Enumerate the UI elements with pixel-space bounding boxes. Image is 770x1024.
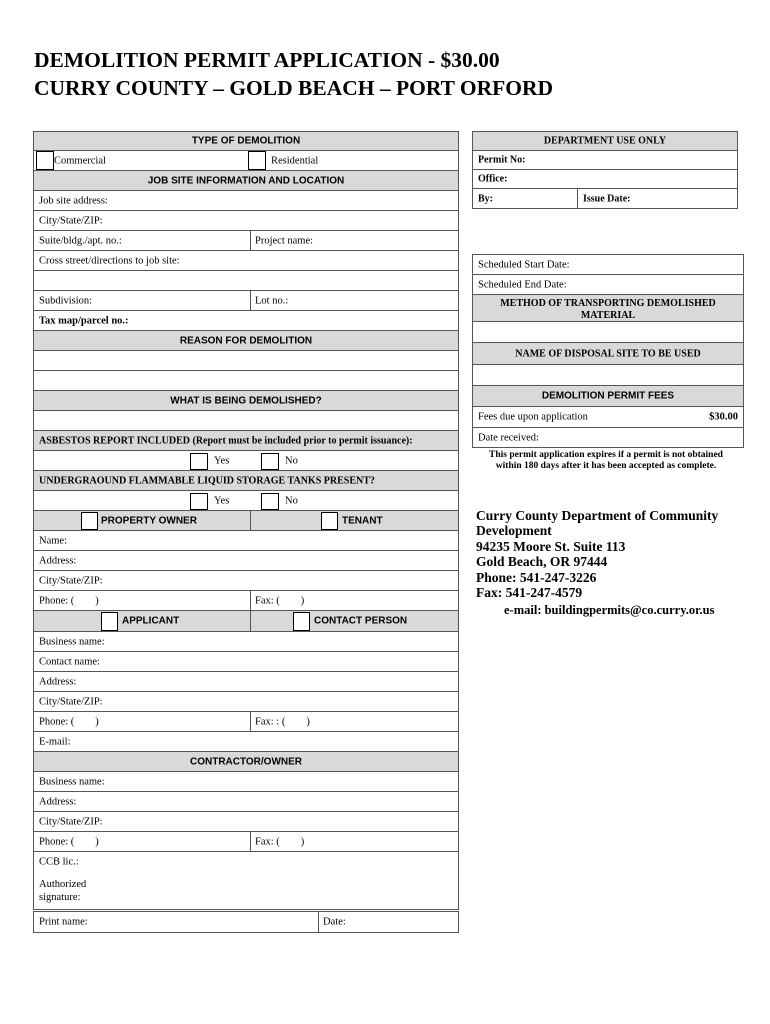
section-heading: WHAT IS BEING DEMOLISHED? bbox=[170, 395, 322, 406]
contractor-phone-label: Phone: ( ) bbox=[39, 836, 99, 847]
contractor-address-field[interactable] bbox=[33, 791, 459, 812]
field-label: Contact name: bbox=[39, 656, 100, 667]
field-label: CCB lic.: bbox=[39, 856, 79, 867]
fees-due-row bbox=[472, 406, 744, 428]
field-label: Scheduled Start Date: bbox=[478, 259, 570, 270]
contact-line-6: Fax: 541-247-4579 bbox=[476, 585, 583, 600]
field-label: Permit No: bbox=[478, 154, 526, 166]
owner-phone-label: Phone: ( ) bbox=[39, 595, 99, 606]
commercial-checkbox[interactable] bbox=[36, 151, 54, 170]
disposal-site-line[interactable] bbox=[472, 364, 744, 386]
field-label: Business name: bbox=[39, 776, 105, 787]
owner-name-field[interactable] bbox=[33, 530, 459, 551]
section-heading: JOB SITE INFORMATION AND LOCATION bbox=[147, 175, 345, 186]
type-of-demolition-header bbox=[33, 131, 459, 151]
section-heading: TYPE OF DEMOLITION bbox=[191, 135, 301, 147]
owner-tenant-header bbox=[33, 510, 459, 531]
contact-person-checkbox[interactable] bbox=[293, 612, 310, 631]
cross-street-blank-line[interactable] bbox=[33, 270, 459, 291]
field-label: Address: bbox=[39, 796, 77, 807]
field-label: E-mail: bbox=[39, 736, 71, 747]
scheduled-end-field[interactable] bbox=[472, 274, 744, 295]
contractor-header bbox=[33, 751, 459, 772]
scheduled-start-field[interactable] bbox=[472, 254, 744, 275]
residential-label: Residential bbox=[271, 155, 319, 166]
section-heading: CONTRACTOR/OWNER bbox=[189, 756, 303, 767]
date-label: Date: bbox=[323, 916, 346, 928]
contact-line-1: Curry County Department of Community bbox=[476, 508, 719, 523]
page-title-line2: CURRY COUNTY – GOLD BEACH – PORT ORFORD bbox=[34, 76, 554, 100]
transport-method-header bbox=[472, 294, 744, 322]
section-heading: DEPARTMENT USE ONLY bbox=[543, 135, 667, 147]
field-label: Office: bbox=[478, 173, 508, 185]
tanks-header bbox=[33, 470, 459, 491]
applicant-address-field[interactable] bbox=[33, 671, 459, 692]
field-label: Scheduled End Date: bbox=[478, 279, 567, 290]
owner-address-field[interactable] bbox=[33, 550, 459, 571]
permit-no-field[interactable] bbox=[472, 150, 738, 170]
job-site-address-field[interactable] bbox=[33, 190, 459, 211]
contractor-fax-label: Fax: ( ) bbox=[255, 836, 305, 847]
section-heading: DEMOLITION PERMIT FEES bbox=[541, 390, 675, 402]
applicant-contact-header bbox=[33, 610, 459, 632]
transport-heading-line1: METHOD OF TRANSPORTING DEMOLISHED bbox=[500, 298, 716, 309]
field-label: City/State/ZIP: bbox=[39, 816, 103, 827]
owner-fax-label: Fax: ( ) bbox=[255, 595, 305, 606]
reason-line-1[interactable] bbox=[33, 350, 459, 371]
transport-method-line[interactable] bbox=[472, 321, 744, 343]
applicant-phone-fax-row bbox=[33, 711, 459, 732]
field-label: Date received: bbox=[478, 432, 539, 443]
tanks-yes-label: Yes bbox=[214, 495, 230, 506]
demolition-type-row bbox=[33, 150, 459, 171]
fees-amount: $30.00 bbox=[709, 411, 738, 423]
reason-line-2[interactable] bbox=[33, 370, 459, 391]
tenant-label: TENANT bbox=[342, 515, 383, 526]
office-field[interactable] bbox=[472, 169, 738, 189]
owner-city-field[interactable] bbox=[33, 570, 459, 591]
field-label: City/State/ZIP: bbox=[39, 215, 103, 226]
asbestos-yes-label: Yes bbox=[214, 455, 230, 466]
section-heading: REASON FOR DEMOLITION bbox=[179, 335, 313, 346]
tanks-no-checkbox[interactable] bbox=[261, 493, 279, 510]
department-use-header bbox=[472, 131, 738, 151]
contact-line-5: Phone: 541-247-3226 bbox=[476, 570, 597, 585]
applicant-contact-field[interactable] bbox=[33, 651, 459, 672]
commercial-label: Commercial bbox=[54, 155, 106, 166]
applicant-fax-label: Fax: : ( ) bbox=[255, 716, 310, 727]
field-label: Cross street/directions to job site: bbox=[39, 255, 180, 266]
tenant-checkbox[interactable] bbox=[321, 512, 338, 530]
field-label: Tax map/parcel no.: bbox=[39, 315, 129, 326]
residential-checkbox[interactable] bbox=[248, 151, 266, 170]
contact-person-label: CONTACT PERSON bbox=[314, 615, 408, 627]
asbestos-no-label: No bbox=[285, 455, 298, 466]
asbestos-no-checkbox[interactable] bbox=[261, 453, 279, 470]
print-name-label: Print name: bbox=[39, 916, 88, 928]
fees-header bbox=[472, 385, 744, 407]
reason-header bbox=[33, 330, 459, 351]
owner-phone-fax-row bbox=[33, 590, 459, 611]
contact-line-3: 94235 Moore St. Suite 113 bbox=[476, 539, 626, 554]
contractor-ccb-field[interactable] bbox=[33, 851, 459, 872]
subdivision-lot-row bbox=[33, 290, 459, 311]
signature-label-line2: signature: bbox=[39, 892, 81, 903]
applicant-phone-label: Phone: ( ) bbox=[39, 716, 99, 727]
property-owner-label: PROPERTY OWNER bbox=[101, 515, 197, 526]
applicant-email-field[interactable] bbox=[33, 731, 459, 752]
cross-street-field[interactable] bbox=[33, 250, 459, 271]
field-label: Business name: bbox=[39, 636, 105, 647]
field-label: Address: bbox=[39, 555, 77, 566]
asbestos-header bbox=[33, 430, 459, 451]
applicant-business-field[interactable] bbox=[33, 631, 459, 652]
date-received-field[interactable] bbox=[472, 427, 744, 448]
tanks-no-label: No bbox=[285, 495, 298, 506]
asbestos-question: ASBESTOS REPORT INCLUDED (Report must be included prior to permit issuance): bbox=[39, 435, 413, 446]
suite-label: Suite/bldg./apt. no.: bbox=[39, 235, 122, 246]
contractor-phone-fax-row bbox=[33, 831, 459, 852]
contact-email[interactable]: e-mail: buildingpermits@co.curry.or.us bbox=[504, 603, 715, 617]
field-label: Job site address: bbox=[39, 195, 108, 206]
tanks-yes-checkbox[interactable] bbox=[190, 493, 208, 510]
tanks-question: UNDERGRAOUND FLAMMABLE LIQUID STORAGE TANKS PRESENT? bbox=[39, 475, 375, 486]
page-title-line1: DEMOLITION PERMIT APPLICATION - $30.00 bbox=[34, 48, 500, 72]
subdivision-label: Subdivision: bbox=[39, 295, 93, 306]
section-heading: NAME OF DISPOSAL SITE TO BE USED bbox=[515, 348, 701, 359]
print-name-date-row bbox=[33, 911, 459, 933]
property-owner-checkbox[interactable] bbox=[81, 512, 98, 530]
job-site-city-field[interactable] bbox=[33, 210, 459, 231]
contractor-city-field[interactable] bbox=[33, 811, 459, 832]
by-issue-date-row bbox=[472, 188, 738, 209]
what-demolished-header bbox=[33, 390, 459, 411]
field-label: City/State/ZIP: bbox=[39, 575, 103, 586]
lot-label: Lot no.: bbox=[255, 295, 289, 306]
tax-map-field[interactable] bbox=[33, 310, 459, 331]
tanks-options-row bbox=[33, 490, 459, 511]
by-label: By: bbox=[478, 193, 493, 204]
contact-line-4: Gold Beach, OR 97444 bbox=[476, 554, 608, 569]
job-site-header bbox=[33, 170, 459, 191]
applicant-city-field[interactable] bbox=[33, 691, 459, 712]
transport-heading-line2: MATERIAL bbox=[580, 310, 636, 321]
field-label: Address: bbox=[39, 676, 77, 687]
suite-project-row bbox=[33, 230, 459, 251]
asbestos-yes-checkbox[interactable] bbox=[190, 453, 208, 470]
contractor-business-field[interactable] bbox=[33, 771, 459, 792]
field-label: Name: bbox=[39, 535, 67, 546]
disposal-site-header bbox=[472, 342, 744, 365]
authorized-signature-field[interactable] bbox=[33, 871, 459, 910]
field-label: City/State/ZIP: bbox=[39, 696, 103, 707]
expiry-note-line1: This permit application expires if a permit is not obtained bbox=[489, 450, 723, 460]
asbestos-options-row bbox=[33, 450, 459, 471]
what-demolished-line[interactable] bbox=[33, 410, 459, 431]
signature-label-line1: Authorized bbox=[39, 879, 87, 890]
project-name-label: Project name: bbox=[255, 235, 314, 246]
fees-due-label: Fees due upon application bbox=[478, 411, 588, 423]
applicant-label: APPLICANT bbox=[122, 615, 180, 627]
applicant-checkbox[interactable] bbox=[101, 612, 118, 631]
expiry-note-line2: within 180 days after it has been accepted as complete. bbox=[495, 461, 717, 471]
issue-date-label: Issue Date: bbox=[583, 193, 631, 204]
contact-line-2: Development bbox=[476, 523, 552, 538]
